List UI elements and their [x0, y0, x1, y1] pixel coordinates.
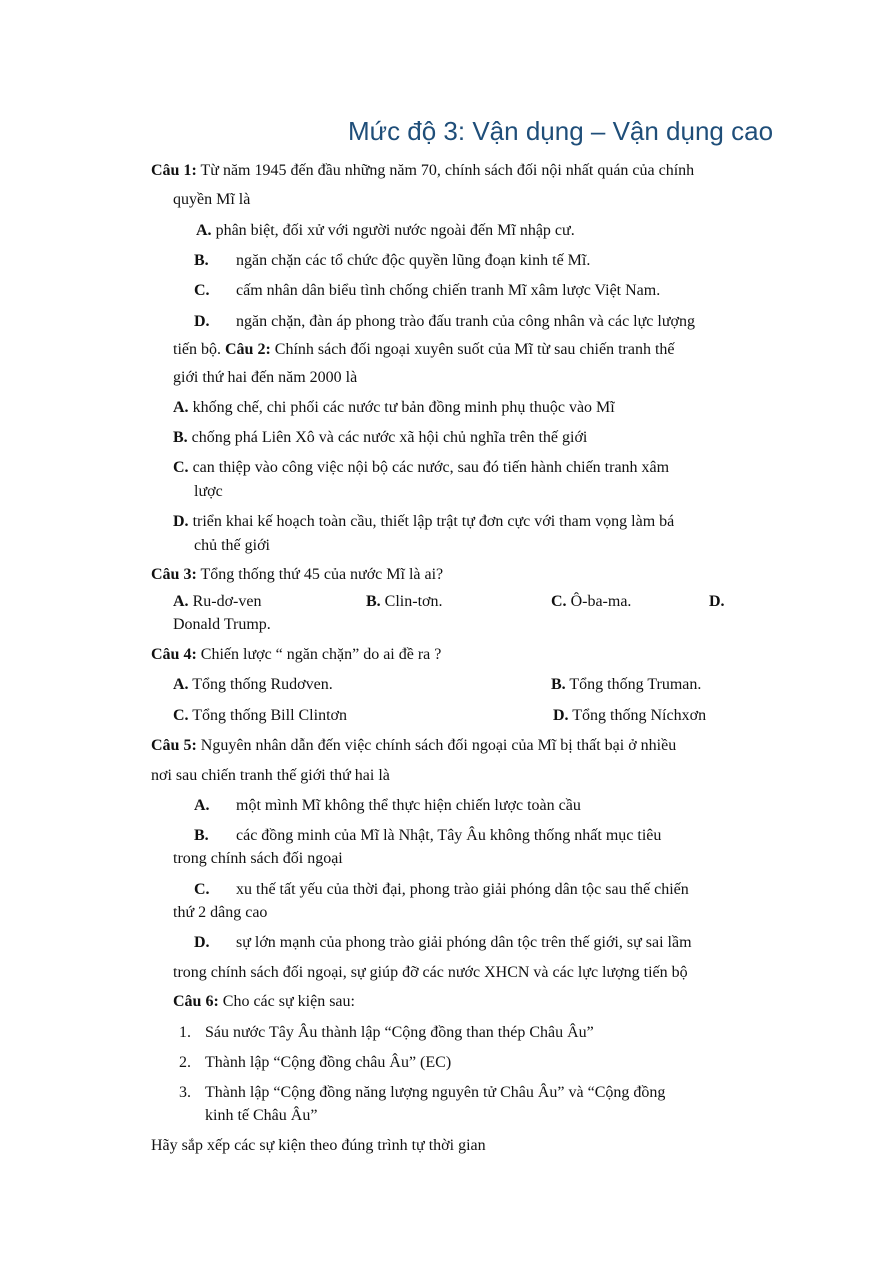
q1-d-q2-line — [173, 340, 674, 360]
q3-option-c — [551, 592, 631, 612]
q4-d-label: D. — [553, 707, 569, 724]
q6-stem — [173, 992, 355, 1012]
q1-option-b-text: ngăn chặn các tổ chức độc quyền lũng đoạn kinh tế Mĩ. — [236, 252, 591, 269]
q1-option-d-label: D. — [194, 313, 210, 330]
q6-item-2-num: 2. — [179, 1054, 191, 1071]
q3-option-b — [366, 592, 442, 612]
q3-a-label: A. — [173, 593, 189, 610]
q1-text: Từ năm 1945 đến đầu những năm 70, chính sách đối nội nhất quán của chính — [200, 162, 695, 179]
q6-item-2-text: Thành lập “Cộng đồng châu Âu” (EC) — [205, 1054, 452, 1071]
q2-text: Chính sách đối ngoại xuyên suốt của Mĩ từ sau chiến tranh thế — [274, 341, 675, 358]
q5-option-d-label: D. — [194, 934, 210, 951]
q3-a-text: Ru-dơ-ven — [192, 593, 262, 610]
page-heading: Mức độ 3: Vận dụng – Vận dụng cao — [348, 116, 774, 146]
q1-option-d-text: ngăn chặn, đàn áp phong trào đấu tranh của công nhân và các lực lượng — [236, 313, 695, 330]
q3-b-label: B. — [366, 593, 381, 610]
q2-a-label: A. — [173, 399, 189, 416]
q2-d-text: triển khai kế hoạch toàn cầu, thiết lập trật tự đơn cực với tham vọng làm bá — [192, 513, 675, 530]
q5-stem-line2: nơi sau chiến tranh thế giới thứ hai là — [151, 767, 390, 784]
q2-option-c — [173, 458, 669, 478]
q2-b-text: chống phá Liên Xô và các nước xã hội chủ nghĩa trên thế giới — [191, 429, 588, 446]
q3-stem — [151, 565, 443, 585]
q4-option-c — [173, 706, 347, 726]
q1-d-text-cont: tiến bộ. — [173, 341, 221, 358]
q5-option-c-label: C. — [194, 881, 210, 898]
q4-b-text: Tổng thống Truman. — [569, 676, 702, 693]
q2-a-text: khống chế, chi phối các nước tư bản đồng minh phụ thuộc vào Mĩ — [192, 399, 615, 416]
q6-text: Cho các sự kiện sau: — [222, 993, 355, 1010]
q6-label: Câu 6: — [173, 993, 219, 1010]
q5-option-c-cont: thứ 2 dâng cao — [173, 904, 268, 921]
q2-stem-line2: giới thứ hai đến năm 2000 là — [173, 369, 358, 386]
q3-c-label: C. — [551, 593, 567, 610]
q3-text: Tổng thống thứ 45 của nước Mĩ là ai? — [200, 566, 444, 583]
q1-option-c-label: C. — [194, 282, 210, 299]
q4-text: Chiến lược “ ngăn chặn” do ai đề ra ? — [200, 646, 442, 663]
q4-option-d — [553, 706, 706, 726]
q4-c-label: C. — [173, 707, 189, 724]
q2-d-label: D. — [173, 513, 189, 530]
q4-stem — [151, 645, 441, 665]
q3-option-a — [173, 592, 261, 612]
q4-c-text: Tổng thống Bill Clintơn — [192, 707, 347, 724]
q2-option-b — [173, 428, 587, 448]
q1-option-b-label: B. — [194, 252, 209, 269]
q5-text: Nguyên nhân dẫn đến việc chính sách đối ngoại của Mĩ bị thất bại ở nhiều — [200, 737, 677, 754]
q6-item-1-text: Sáu nước Tây Âu thành lập “Cộng đồng than thép Châu Âu” — [205, 1024, 594, 1041]
q4-b-label: B. — [551, 676, 566, 693]
q4-a-text: Tổng thống Rudơven. — [192, 676, 333, 693]
q1-label: Câu 1: — [151, 162, 197, 179]
q6-item-3-num: 3. — [179, 1084, 191, 1101]
q5-option-a-text: một mình Mĩ không thể thực hiện chiến lược toàn cầu — [236, 797, 581, 814]
q1-option-c-text: cấm nhân dân biểu tình chống chiến tranh Mĩ xâm lược Việt Nam. — [236, 282, 661, 299]
q5-label: Câu 5: — [151, 737, 197, 754]
q5-option-b-cont: trong chính sách đối ngoại — [173, 850, 343, 867]
q4-option-a — [173, 675, 333, 695]
q4-a-label: A. — [173, 676, 189, 693]
q3-b-text: Clin-tơn. — [384, 593, 443, 610]
q4-d-text: Tổng thống Níchxơn — [572, 707, 707, 724]
q1-stem-line1 — [151, 161, 694, 181]
q5-option-b-text: các đồng minh của Mĩ là Nhật, Tây Âu không thống nhất mục tiêu — [236, 827, 662, 844]
q3-c-text: Ô-ba-ma. — [570, 593, 632, 610]
q5-option-a-label: A. — [194, 797, 210, 814]
q6-item-1-num: 1. — [179, 1024, 191, 1041]
q6-instruction: Hãy sắp xếp các sự kiện theo đúng trình tự thời gian — [151, 1137, 486, 1154]
q2-label: Câu 2: — [225, 341, 271, 358]
q4-label: Câu 4: — [151, 646, 197, 663]
q2-option-c-cont: lược — [194, 483, 223, 500]
q5-option-c-text: xu thế tất yếu của thời đại, phong trào giải phóng dân tộc sau thế chiến — [236, 881, 689, 898]
q1-option-a — [196, 221, 575, 241]
q1-stem-line2: quyền Mĩ là — [173, 191, 251, 208]
q2-option-a — [173, 398, 615, 418]
q5-stem-line1 — [151, 736, 676, 756]
q5-option-b-label: B. — [194, 827, 209, 844]
q3-option-d-label: D. — [709, 593, 725, 610]
q6-item-3-cont: kinh tế Châu Âu” — [205, 1107, 318, 1124]
q6-item-3-text: Thành lập “Cộng đồng năng lượng nguyên tử Châu Âu” và “Cộng đồng — [205, 1084, 666, 1101]
q5-option-d-text: sự lớn mạnh của phong trào giải phóng dân tộc trên thế giới, sự sai lầm — [236, 934, 692, 951]
q2-c-label: C. — [173, 459, 189, 476]
q1-a-label: A. — [196, 222, 212, 239]
q1-a-text: phân biệt, đối xử với người nước ngoài đến Mĩ nhập cư. — [215, 222, 575, 239]
q2-option-d-cont: chủ thế giới — [194, 537, 270, 554]
q2-b-label: B. — [173, 429, 188, 446]
q2-option-d — [173, 512, 674, 532]
q2-c-text: can thiệp vào công việc nội bộ các nước, sau đó tiến hành chiến tranh xâm — [192, 459, 670, 476]
q3-option-d-text: Donald Trump. — [173, 616, 271, 633]
q5-option-d-cont: trong chính sách đối ngoại, sự giúp đỡ các nước XHCN và các lực lượng tiến bộ — [173, 964, 688, 981]
q3-label: Câu 3: — [151, 566, 197, 583]
q4-option-b — [551, 675, 701, 695]
